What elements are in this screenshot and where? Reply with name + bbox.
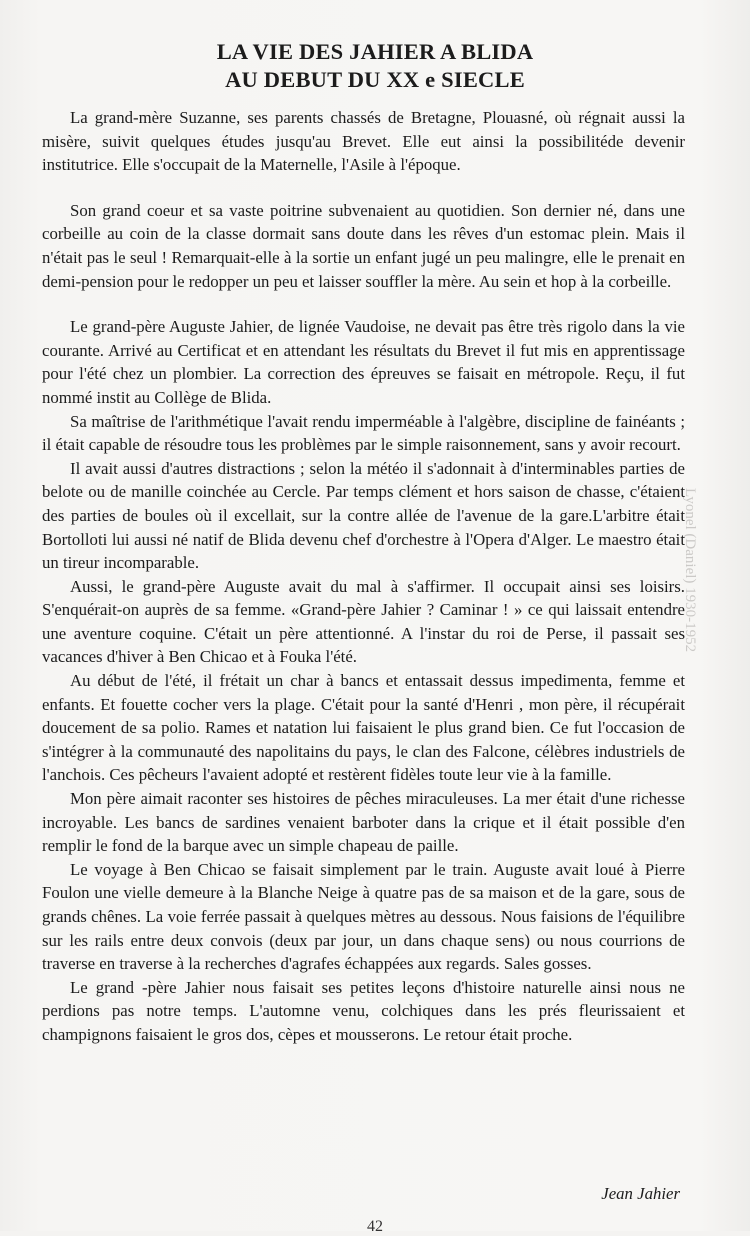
page-title [0,38,750,94]
title-line-2: AU DEBUT DU XX e SIECLE [225,67,525,92]
paragraph-5: Il avait aussi d'autres distractions ; selon la météo il s'adonnait à d'interminables parties de belote ou de manille coinchée au Cercle. Par temps clément et hors saison de chasse, c'étaient des parties de boules où il excellait, sur la contre allée de l'avenue de la gare.L'arbitre était Bortolloti lui aussi né natif de Blida devenu chef d'orchestre à l'Opera d'Alger. Le maestro était un tireur incomparable. [42,458,685,573]
page-number: 42 [367,1218,383,1235]
title-line-1: LA VIE DES JAHIER A BLIDA [216,39,534,64]
article-body [42,106,685,1047]
bleed-through-text: Lyonel (Daniel) 1930-1952 [682,488,698,653]
paragraph-3: Le grand-père Auguste Jahier, de lignée Vaudoise, ne devait pas être très rigolo dans la vie courante. Arrivé au Certificat et en attendant les résultats du Brevet il fut mis en apprentissage pour l'été chez un plombier. La correction des épreuves se faisait en métropole. Reçu, il fut nommé instit au Collège de Blida. [42,317,685,407]
paragraph-2: Son grand coeur et sa vaste poitrine subvenaient au quotidien. Son dernier né, dans une corbeille au coin de la classe dormait sans doute dans les rêves d'un estomac plein. Mais il n'était pas le seul ! Remarquait-elle à la sortie un enfant jugé un peu malingre, elle le prenait en demi-pension pour le redopper un peu et laisser souffler la mère. Au sein et hop à la corbeille. [42,200,685,291]
paragraph-9: Le voyage à Ben Chicao se faisait simplement par le train. Auguste avait loué à Pierre Foulon une vielle demeure à la Blanche Neige à quatre pas de sa maison et de la gare, sous de grands chênes. La voie ferrée passait à quelques mètres au dessous. Nous faisions de l'équilibre sur les rails entre deux convois (deux par jour, un dans chaque sens) ou nous courrions de traverse en traverse à la recherches d'agrafes échappées aux regards. Sales gosses. [42,859,685,974]
author-signature: Jean Jahier [601,1184,680,1203]
paragraph-4: Sa maîtrise de l'arithmétique l'avait rendu imperméable à l'algèbre, discipline de fainéants ; il était capable de résoudre tous les problèmes par le simple raisonnement, sans y avoir recourt. [42,411,685,455]
paragraph-7: Au début de l'été, il frétait un char à bancs et entassait dessus impedimenta, femme et enfants. Et fouette cocher vers la plage. C'était pour la santé d'Henri , mon père, il récupérait doucement de sa polio. Rames et natation lui faisaient le plus grand bien. Ce fut l'occasion de s'intégrer à la communauté des napolitains du pays, le clan des Falcone, célèbres industriels de l'anchois. Ces pêcheurs l'avaient adopté et restèrent fidèles toute leur vie à la famille. [42,671,685,785]
paragraph-10: Le grand -père Jahier nous faisait ses petites leçons d'histoire naturelle ainsi nous ne perdions pas notre temps. L'automne venu, colchiques dans les prés fleurissaient et champignons faisaient le gros dos, cèpes et mousserons. Le retour était proche. [42,977,685,1044]
paragraph-8: Mon père aimait raconter ses histoires de pêches miraculeuses. La mer était d'une richesse incroyable. Les bancs de sardines venaient barboter dans la crique et il était possible d'en remplir le fond de la barque avec un simple chapeau de paille. [42,789,685,856]
paragraph-1: La grand-mère Suzanne, ses parents chassés de Bretagne, Plouasné, où régnait aussi la misère, suivit quelques études jusqu'au Brevet. Elle eut ainsi la possibilitéde devenir institutrice. Elle s'occupait de la Maternelle, l'Asile à l'époque. [42,108,685,175]
paragraph-6: Aussi, le grand-père Auguste avait du mal à s'affirmer. Il occupait ainsi ses loisirs. S'enquérait-on auprès de sa femme. «Grand-père Jahier ? Caminar ! » ce qui laissait entendre une aventure coquine. C'était un père attentionné. A l'instar du roi de Perse, il passait ses vacances d'hiver à Ben Chicao et à Fouka l'été. [42,576,685,667]
